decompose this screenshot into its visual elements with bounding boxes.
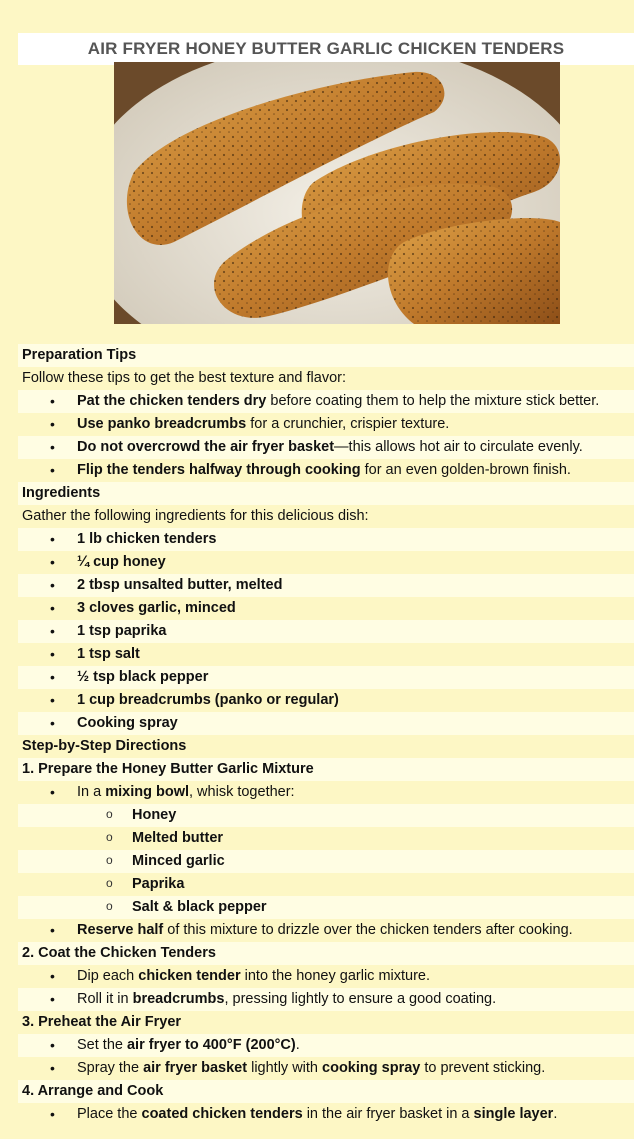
ingredients-intro: Gather the following ingredients for this delicious dish: xyxy=(18,505,634,528)
step-heading: 1. Prepare the Honey Butter Garlic Mixture xyxy=(18,758,634,781)
sub-list-item: o Honey xyxy=(18,804,634,827)
title-bar xyxy=(18,33,634,65)
sub-list-item: o Minced garlic xyxy=(18,850,634,873)
list-item: • Place the coated chicken tenders in the air fryer basket in a single layer. xyxy=(18,1103,634,1126)
sub-list-item: o Melted butter xyxy=(18,827,634,850)
page-title: AIR FRYER HONEY BUTTER GARLIC CHICKEN TENDERS xyxy=(87,39,565,58)
preparation-intro: Follow these tips to get the best texture and flavor: xyxy=(18,367,634,390)
ingredient-item: • 1 cup breadcrumbs (panko or regular) xyxy=(18,689,634,712)
recipe-content xyxy=(18,344,634,1126)
ingredient-item: • ¼ cup honey xyxy=(18,551,634,574)
list-item: • In a mixing bowl, whisk together: xyxy=(18,781,634,804)
list-item: • Pat the chicken tenders dry before coating them to help the mixture stick better. xyxy=(18,390,634,413)
list-item: • Use panko breadcrumbs for a crunchier, crispier texture. xyxy=(18,413,634,436)
list-item: • Flip the tenders halfway through cooking for an even golden-brown finish. xyxy=(18,459,634,482)
ingredient-item: • 2 tbsp unsalted butter, melted xyxy=(18,574,634,597)
section-heading-ingredients: Ingredients xyxy=(18,482,634,505)
ingredient-item: • 1 tsp salt xyxy=(18,643,634,666)
step-heading: 4. Arrange and Cook xyxy=(18,1080,634,1103)
step-heading: 3. Preheat the Air Fryer xyxy=(18,1011,634,1034)
section-heading-preparation: Preparation Tips xyxy=(18,344,634,367)
ingredient-item: • 3 cloves garlic, minced xyxy=(18,597,634,620)
sub-list-item: o Paprika xyxy=(18,873,634,896)
step-heading: 2. Coat the Chicken Tenders xyxy=(18,942,634,965)
list-item: • Do not overcrowd the air fryer basket—this allows hot air to circulate evenly. xyxy=(18,436,634,459)
section-heading-directions: Step-by-Step Directions xyxy=(18,735,634,758)
sub-list-item: o Salt & black pepper xyxy=(18,896,634,919)
recipe-photo xyxy=(114,62,560,324)
ingredient-item: • Cooking spray xyxy=(18,712,634,735)
list-item: • Dip each chicken tender into the honey garlic mixture. xyxy=(18,965,634,988)
list-item: • Set the air fryer to 400°F (200°C). xyxy=(18,1034,634,1057)
ingredient-item: • 1 lb chicken tenders xyxy=(18,528,634,551)
list-item: • Spray the air fryer basket lightly with cooking spray to prevent sticking. xyxy=(18,1057,634,1080)
chicken-tenders-image xyxy=(114,62,560,324)
ingredient-item: • 1 tsp paprika xyxy=(18,620,634,643)
ingredient-item: • ½ tsp black pepper xyxy=(18,666,634,689)
list-item: • Roll it in breadcrumbs, pressing lightly to ensure a good coating. xyxy=(18,988,634,1011)
list-item: • Reserve half of this mixture to drizzle over the chicken tenders after cooking. xyxy=(18,919,634,942)
